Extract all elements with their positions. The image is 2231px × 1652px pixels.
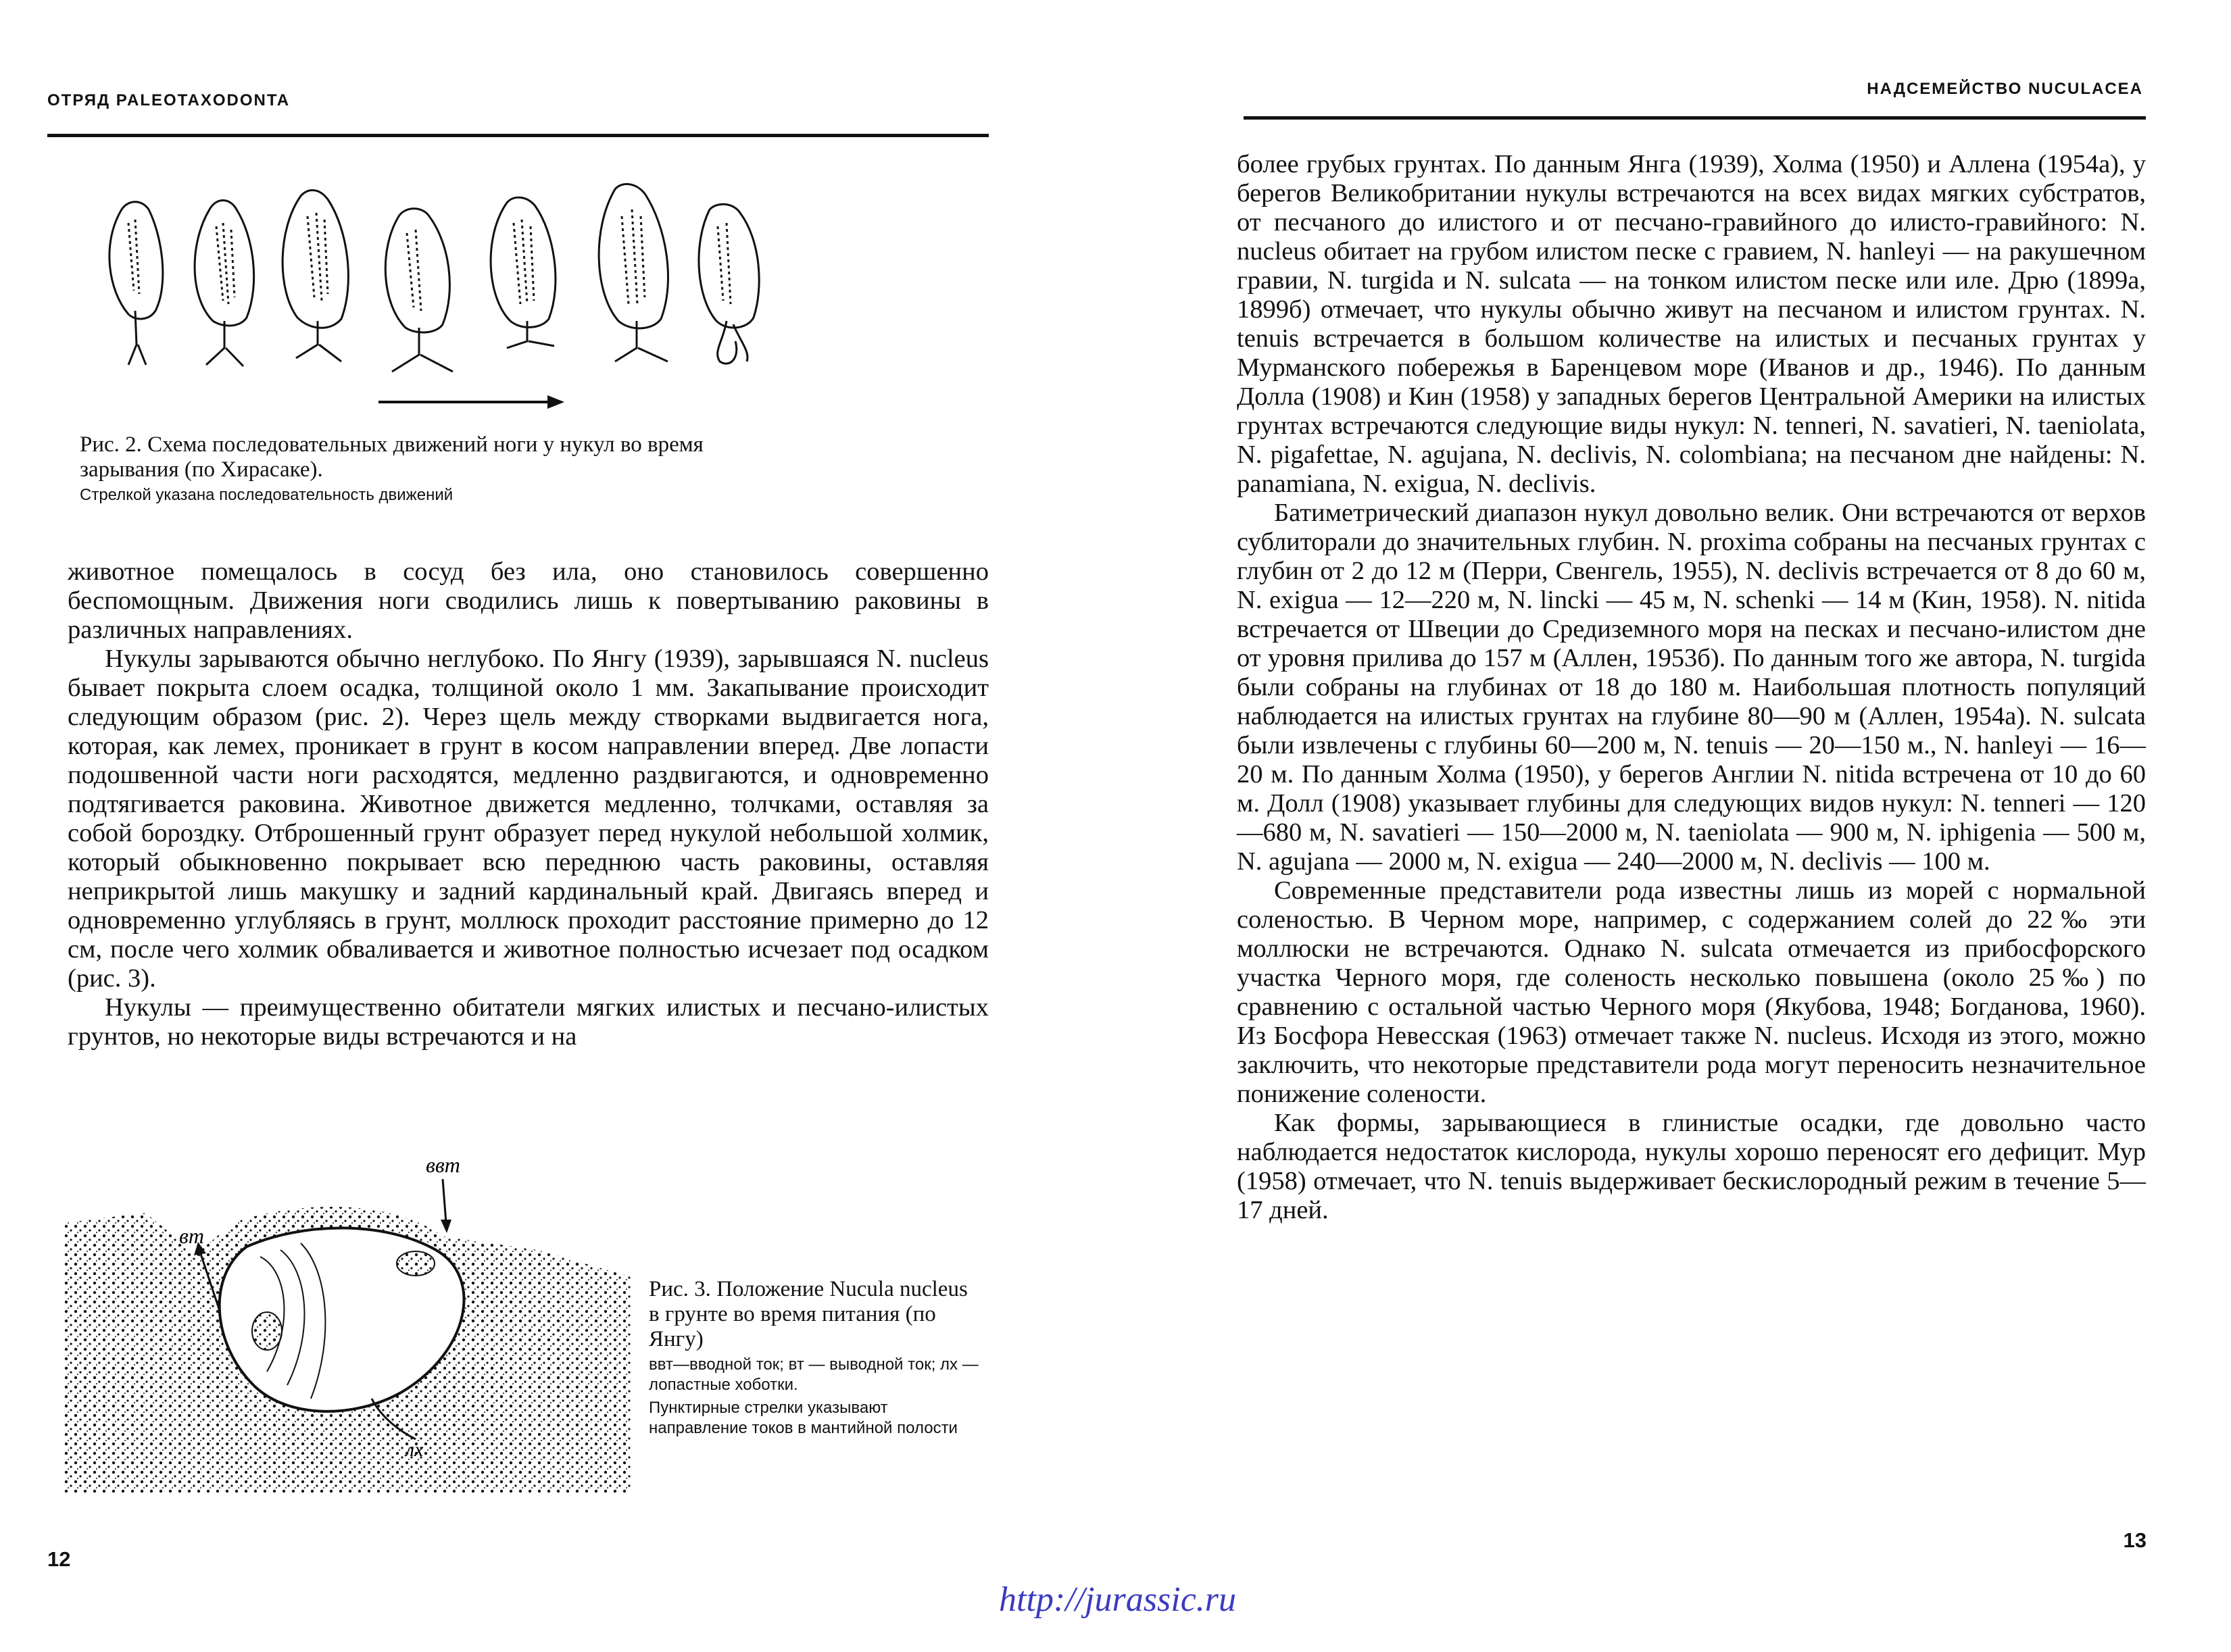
left-paragraph-3: Нукулы — преимущественно обитатели мягких илистых и песчано-илистых грунтов, но некоторые виды встречаются и на <box>68 993 989 1051</box>
right-paragraph-4: Как формы, зарывающиеся в глинистые осадки, где довольно часто наблюдается недостаток кислорода, нукулы хорошо переносят его дефицит. Мур (1958) отмечает, что N. tenuis выдерживает бескислородный режим в течение 5—17 дней. <box>1237 1109 2146 1224</box>
fig3-label-inflow: ввт <box>426 1153 460 1177</box>
right-paragraph-2: Батиметрический диапазон нукул довольно велик. Они встречаются от верхов сублиторали до значительных глубин. N. proxima собраны на песчаных грунтах с глубин от 2 до 12 м (Перри, Свенгель, 1955), N. declivis встречается от 8 до 60 м, N. exigua — 12—220 м, N. lincki — 45 м, N. schenki — 14 м (Кин, 1958). N. nitida встречается от Швеции до Средиземного моря на песках и песчано-илистом дне от уровня прилива до 157 м (Аллен, 1953б). По данным того же автора, N. turgida были собраны на глубинах от 18 до 180 м. Наибольшая плотность популяций наблюдается на илистых грунтах на глубине 80—90 м (Аллен, 1954а). N. sulcata были извлечены с глубины 60—200 м, N. tenuis — 20—150 м., N. hanleyi — 16—20 м. По данным Холма (1950), у берегов Англии N. nitida встречена от 10 до 60 м. Долл (1908) указывает глубины для следующих видов нукул: N. tenneri — 120—680 м, N. savatieri — 150—2000 м, N. taeniolata — 900 м, N. iphigenia — 500 м, N. agujana — 2000 м, N. exigua — 240—2000 м, N. declivis — 100 м. <box>1237 499 2146 876</box>
right-page <box>1115 0 2231 1652</box>
fig2-stage-7 <box>699 204 759 364</box>
figure-2-illustration <box>81 169 973 412</box>
figure-2-caption-sub: Стрелкой указана последовательность движений <box>80 486 453 504</box>
figure-2-caption-main: Рис. 2. Схема последовательных движений ноги у нукул во время зарывания (по Хирасаке). <box>80 432 704 482</box>
fig2-stage-5 <box>491 197 556 348</box>
left-paragraph-2: Нукулы зарываются обычно неглубоко. По Янгу (1939), зарывшаяся N. nucleus бывает покрыта слоем осадка, толщиной около 1 мм. Закапывание происходит следующим образом (рис. 2). Через щель между створками выдвигается нога, которая, как лемех, проникает в грунт в косом направлении вперед. Две лопасти подошвенной части ноги расходятся, медленно раздвигаются, и одновременно подтягивается раковина. Животное движется медленно, толчками, оставляя за собой бороздку. Отброшенный грунт образует перед нукулой небольшой холмик, который обыкновенно покрывает всю переднюю часть раковины, оставляя неприкрытой лишь макушку и задний кардинальный край. Двигаясь вперед и одновременно углубляясь в грунт, моллюск проходит расстояние примерно до 12 см, после чего холмик обваливается и животное полностью исчезает под осадком (рис. 3). <box>68 645 989 993</box>
left-running-head: ОТРЯД PALEOTAXODONTA <box>47 91 291 109</box>
fig2-direction-arrow <box>378 395 564 409</box>
left-paragraph-1: животное помещалось в сосуд без ила, оно становилось совершенно беспомощным. Движения ноги сводились лишь к повертыванию раковины в различных направлениях. <box>68 557 989 644</box>
right-page-number: 13 <box>2123 1528 2147 1552</box>
figure-3-caption <box>649 1277 983 1438</box>
right-paragraph-1: более грубых грунтах. По данным Янга (1939), Холма (1950) и Аллена (1954а), у берегов Великобритании нукулы встречаются на всех видах мягких субстратов, от песчаного до илистого и от песчано-гравийного до илисто-гравийного: N. nucleus обитает на грубом илистом песке с гравием, N. hanleyi — на ракушечном гравии, N. turgida и N. sulcata — на тонком илистом песке или иле. Дрю (1899а, 1899б) отмечает, что нукулы обычно живут на песчаном и илистом грунтах. N. tenuis встречается в большом количестве на илистых и песчаных грунтах у Мурманского побережья в Баренцевом море (Иванов и др., 1946). По данным Долла (1908) и Кин (1958) у западных берегов Центральной Америки на илистых грунтах встречаются следующие виды нукул: N. tenneri, N. savatieri, N. taeniolata, N. pigafettae, N. agujana, N. declivis, N. colombiana; на песчаном дне найдены: N. panamiana, N. exigua, N. declivis. <box>1237 150 2146 498</box>
fig2-stage-3 <box>283 191 348 361</box>
figure-3-caption-main: Рис. 3. Положение Nucula nucleus в грунте во время питания (по Янгу) <box>649 1277 968 1351</box>
fig3-inflow-arrow <box>441 1179 451 1233</box>
fig3-label-palps: лх <box>406 1438 424 1461</box>
fig2-stage-6 <box>599 184 668 361</box>
watermark-link[interactable]: http://jurassic.ru <box>999 1580 1237 1619</box>
left-body-text <box>68 557 989 1051</box>
left-page <box>0 0 1115 1652</box>
fig2-stage-2 <box>195 201 254 367</box>
figure-3-caption-sub2: Пунктирные стрелки указывают направление токов в мантийной полости <box>649 1399 958 1437</box>
left-page-number: 12 <box>47 1547 71 1571</box>
right-running-head: НАДСЕМЕЙСТВО NUCULACEA <box>1867 80 2143 98</box>
figure-3-caption-sub1: ввт—вводной ток; вт — выводной ток; лх — лопастные хоботки. <box>649 1355 979 1394</box>
right-body-text <box>1237 150 2146 1225</box>
fig3-label-outflow: вт <box>179 1224 204 1248</box>
right-paragraph-3: Современные представители рода известны лишь из морей с нормальной соленостью. В Черном море, например, с содержанием солей до 22‰ эти моллюски не встречаются. Однако N. sulcata отмечается из прибосфорского участка Черного моря, где соленость несколько повышена (около 25‰) по сравнению с остальной частью Черного моря (Якубова, 1948; Богданова, 1960). Из Босфора Невесская (1963) отмечает также N. nucleus. Исходя из этого, можно заключить, что некоторые представители рода могут переносить незначительное понижение солености. <box>1237 876 2146 1108</box>
figure-2-caption <box>80 432 803 505</box>
figure-3-illustration <box>64 1149 632 1493</box>
right-header-rule <box>1244 116 2146 120</box>
fig2-stage-4 <box>385 209 453 372</box>
left-header-rule <box>47 134 989 137</box>
fig2-stage-1 <box>109 202 163 365</box>
